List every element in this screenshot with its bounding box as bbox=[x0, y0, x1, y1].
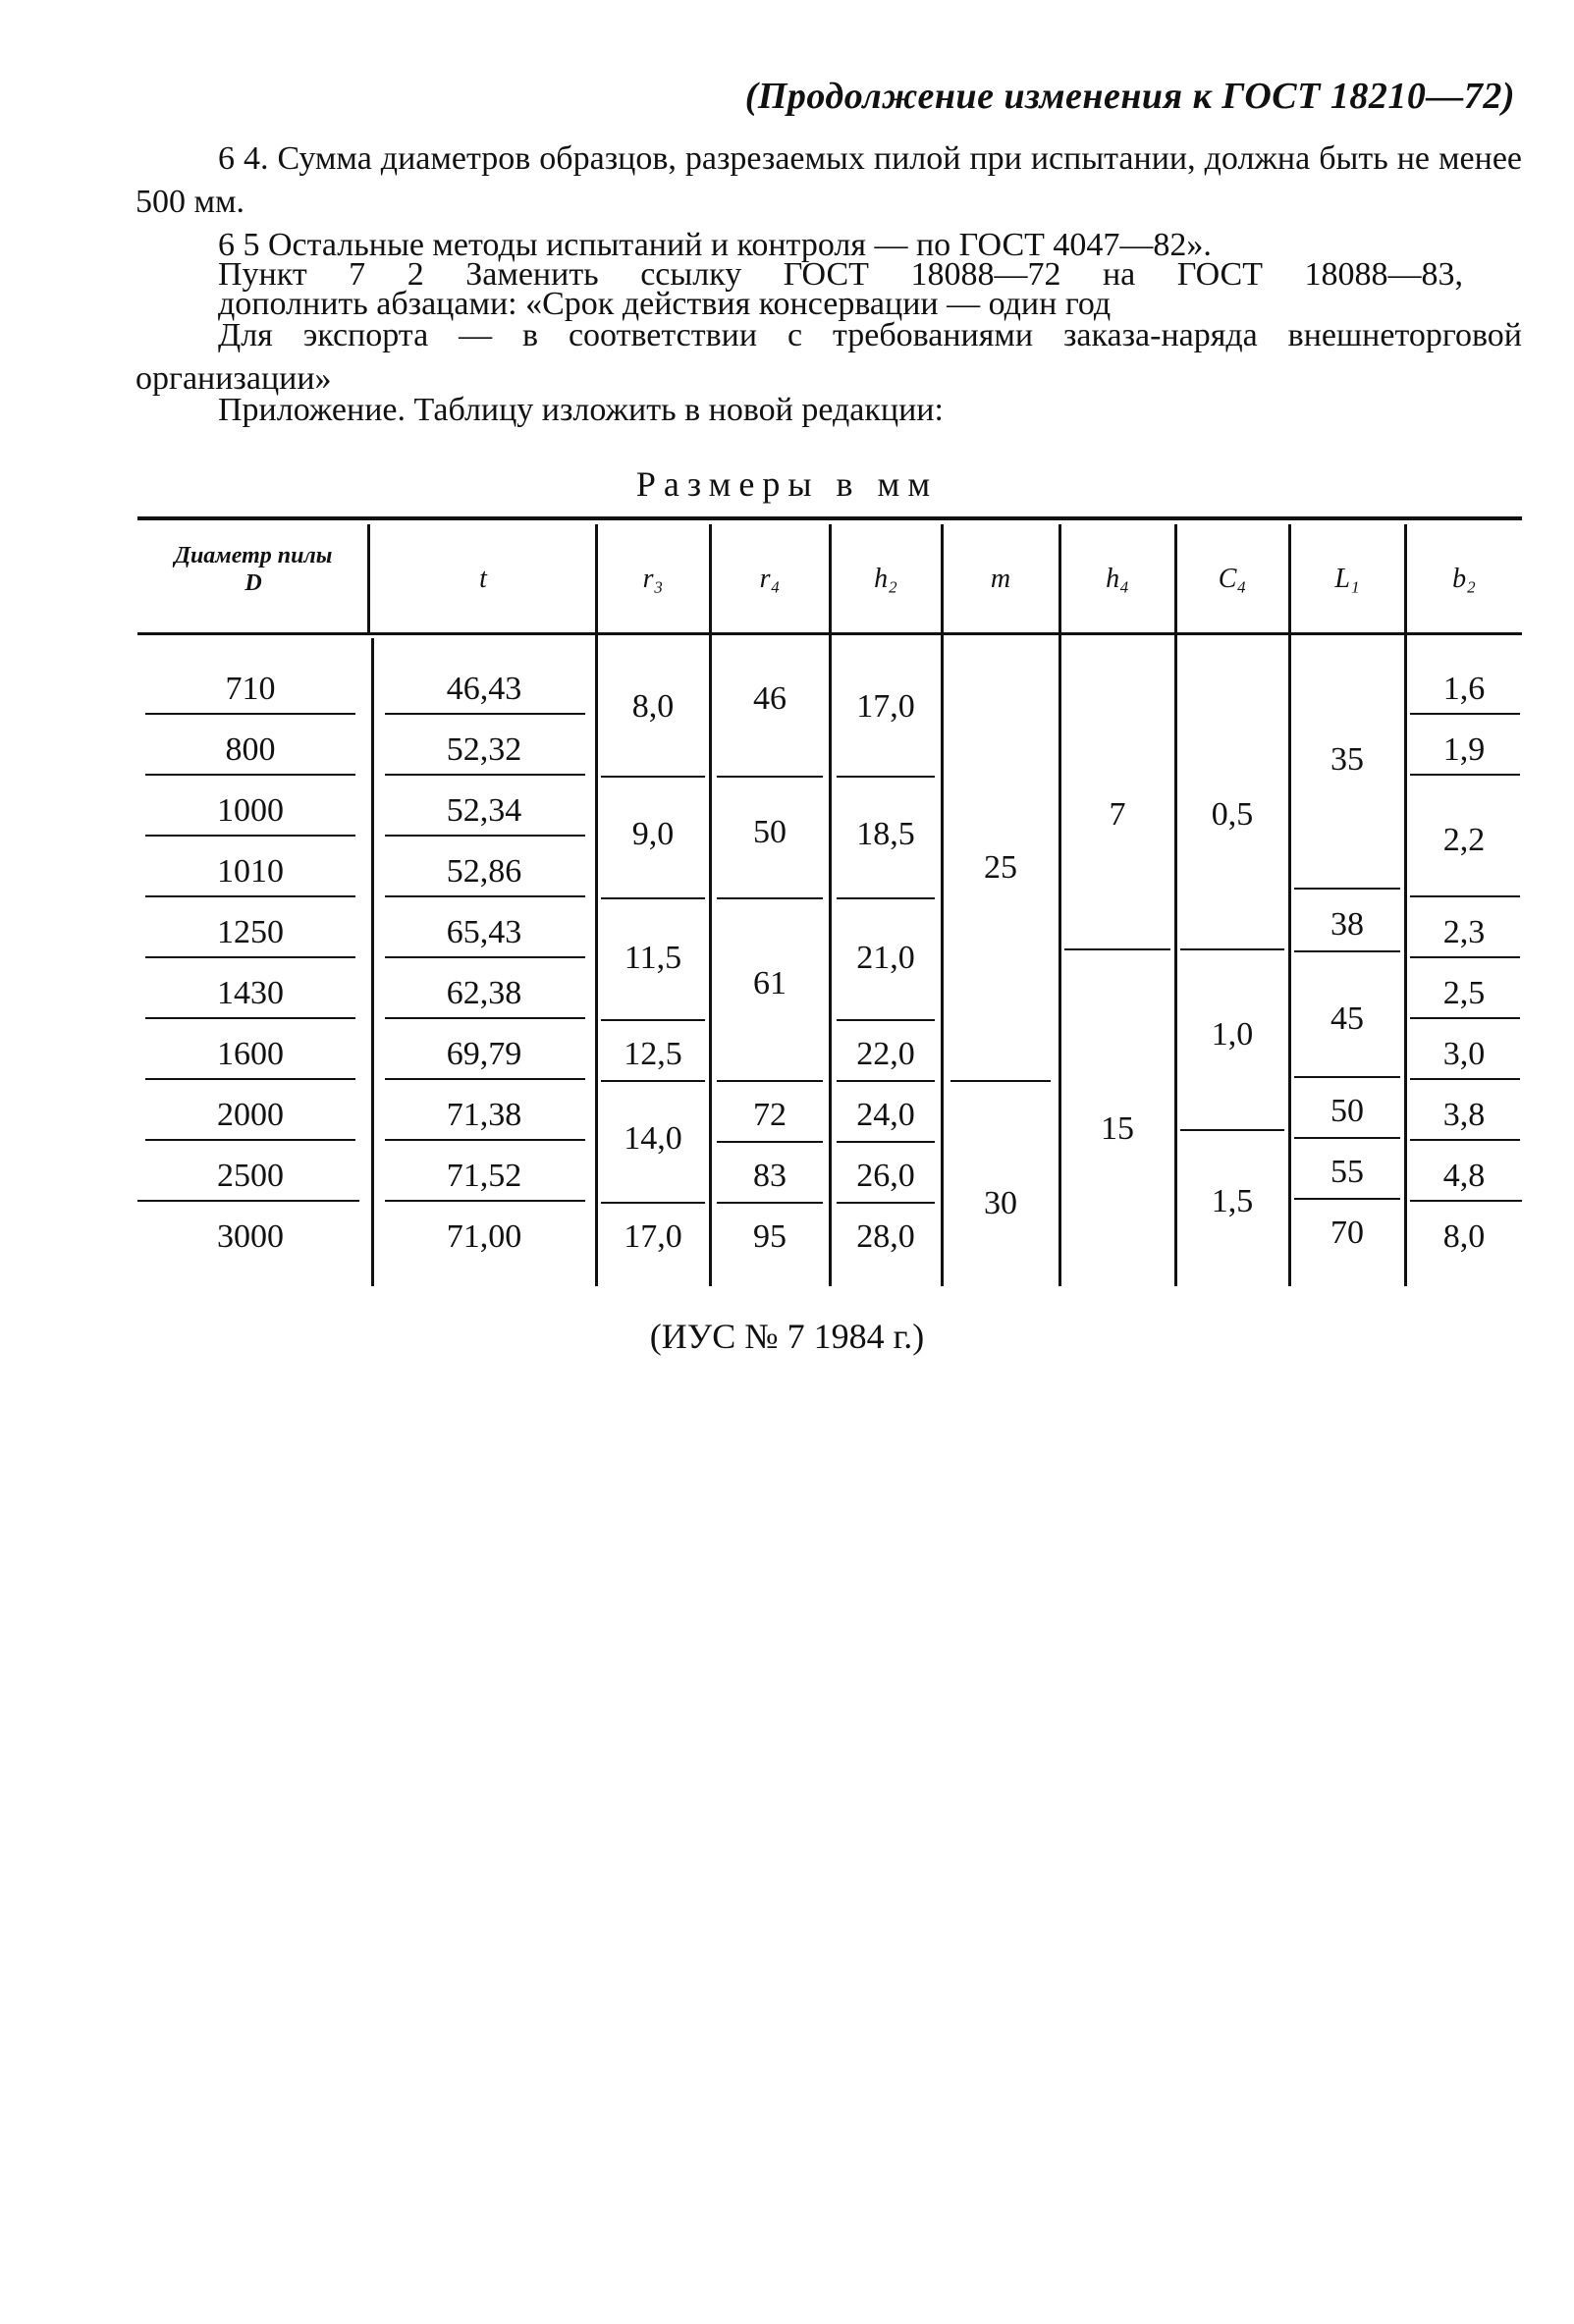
col-divider bbox=[371, 638, 374, 1286]
cell-r3: 17,0 bbox=[624, 1218, 682, 1255]
cell-r4: 95 bbox=[753, 1218, 787, 1255]
row-rule bbox=[145, 835, 355, 837]
col-divider bbox=[1174, 524, 1177, 1286]
cell-t: 65,43 bbox=[446, 914, 522, 950]
cell-L1: 50 bbox=[1330, 1093, 1364, 1129]
cell-b2: 2,3 bbox=[1442, 914, 1486, 950]
cell-t: 52,86 bbox=[446, 853, 522, 890]
row-rule bbox=[1410, 895, 1520, 897]
cell-h2: 24,0 bbox=[856, 1097, 915, 1133]
cell-r3: 12,5 bbox=[624, 1036, 682, 1072]
cell-t: 52,34 bbox=[446, 792, 522, 829]
cell-m: 25 bbox=[984, 849, 1017, 886]
row-rule bbox=[145, 774, 355, 776]
cell-r4: 61 bbox=[753, 965, 787, 1001]
cell-L1: 70 bbox=[1330, 1215, 1364, 1251]
col-divider bbox=[595, 524, 598, 1286]
row-rule bbox=[1410, 1139, 1520, 1141]
cell-L1: 45 bbox=[1330, 1000, 1364, 1037]
row-rule bbox=[1294, 1076, 1400, 1078]
row-rule bbox=[717, 1080, 823, 1082]
cell-r4: 50 bbox=[753, 814, 787, 850]
row-rule bbox=[385, 1200, 585, 1202]
cell-h2: 22,0 bbox=[856, 1036, 915, 1072]
row-rule bbox=[1410, 1078, 1520, 1080]
cell-t: 46,43 bbox=[446, 671, 522, 707]
cell-b2: 3,8 bbox=[1442, 1097, 1486, 1133]
cell-C4: 0,5 bbox=[1211, 796, 1254, 833]
cell-h2: 28,0 bbox=[856, 1218, 915, 1255]
cell-b2: 8,0 bbox=[1442, 1218, 1486, 1255]
cell-D: 1010 bbox=[217, 853, 284, 890]
row-rule bbox=[145, 956, 355, 958]
row-rule bbox=[717, 1202, 823, 1204]
row-rule bbox=[1410, 956, 1520, 958]
cell-C4: 1,5 bbox=[1211, 1183, 1254, 1219]
cell-r3: 8,0 bbox=[631, 688, 675, 725]
cell-D: 1600 bbox=[217, 1036, 284, 1072]
cell-D: 800 bbox=[225, 731, 276, 768]
col-divider bbox=[829, 524, 832, 1286]
row-rule bbox=[385, 1078, 585, 1080]
row-rule bbox=[137, 1200, 359, 1202]
col-divider bbox=[941, 524, 944, 1286]
row-rule bbox=[837, 1080, 935, 1082]
row-rule bbox=[601, 1202, 705, 1204]
cell-h4: 7 bbox=[1109, 796, 1126, 833]
ius-footer: (ИУС № 7 1984 г.) bbox=[649, 1317, 925, 1356]
table-top-rule bbox=[137, 516, 1522, 520]
row-rule bbox=[385, 713, 585, 715]
row-rule bbox=[145, 1078, 355, 1080]
cell-b2: 4,8 bbox=[1442, 1158, 1486, 1194]
row-rule bbox=[145, 895, 355, 897]
cell-D: 2500 bbox=[217, 1158, 284, 1194]
cell-b2: 2,2 bbox=[1442, 822, 1486, 858]
row-rule bbox=[601, 897, 705, 899]
cell-r4: 72 bbox=[753, 1097, 787, 1133]
table-units-caption: Размеры в мм bbox=[635, 464, 939, 504]
paragraph-6-5: 6 5 Остальные методы испытаний и контроля — по ГОСТ 4047—82». bbox=[218, 227, 1212, 263]
cell-L1: 55 bbox=[1330, 1154, 1364, 1190]
row-rule bbox=[837, 1202, 935, 1204]
cell-m: 30 bbox=[984, 1185, 1017, 1221]
row-rule bbox=[385, 956, 585, 958]
row-rule bbox=[385, 835, 585, 837]
cell-r4: 46 bbox=[753, 680, 787, 717]
row-rule bbox=[837, 776, 935, 778]
row-rule bbox=[1294, 1198, 1400, 1200]
row-rule bbox=[145, 1017, 355, 1019]
cell-r3: 9,0 bbox=[631, 816, 675, 852]
cell-t: 62,38 bbox=[446, 975, 522, 1011]
row-rule bbox=[1294, 1137, 1400, 1139]
cell-b2: 2,5 bbox=[1442, 975, 1486, 1011]
header-h4: h₄ bbox=[1106, 564, 1129, 594]
row-rule bbox=[385, 895, 585, 897]
row-rule bbox=[1410, 1017, 1520, 1019]
header-col-divider bbox=[367, 524, 370, 632]
paragraph-item-7-2: Пункт 7 2 Заменить ссылку ГОСТ 18088—72 на ГОСТ 18088—83, bbox=[218, 256, 1463, 293]
row-rule bbox=[385, 1017, 585, 1019]
cell-D: 1250 bbox=[217, 914, 284, 950]
cell-D: 1000 bbox=[217, 792, 284, 829]
row-rule bbox=[1180, 1129, 1284, 1131]
header-h2: h₂ bbox=[874, 564, 897, 594]
cell-t: 69,79 bbox=[446, 1036, 522, 1072]
col-divider bbox=[1058, 524, 1061, 1286]
cell-h2: 17,0 bbox=[856, 688, 915, 725]
row-rule bbox=[1410, 1200, 1522, 1202]
cell-r4: 83 bbox=[753, 1158, 787, 1194]
col-divider bbox=[1404, 524, 1407, 1286]
cell-b2: 3,0 bbox=[1442, 1036, 1486, 1072]
cell-b2: 1,6 bbox=[1442, 671, 1486, 707]
continuation-header: (Продолжение изменения к ГОСТ 18210—72) bbox=[744, 76, 1515, 117]
row-rule bbox=[1410, 774, 1520, 776]
cell-L1: 38 bbox=[1330, 906, 1364, 943]
header-t: t bbox=[479, 564, 487, 594]
row-rule bbox=[601, 776, 705, 778]
row-rule bbox=[950, 1080, 1051, 1082]
row-rule bbox=[1180, 948, 1284, 950]
cell-h2: 18,5 bbox=[856, 816, 915, 852]
paragraph-supplement: дополнить абзацами: «Срок действия консервации — один год bbox=[218, 286, 1112, 322]
header-m: m bbox=[990, 564, 1011, 594]
col-divider bbox=[1288, 524, 1291, 1286]
row-rule bbox=[385, 1139, 585, 1141]
row-rule bbox=[601, 1019, 705, 1021]
row-rule bbox=[837, 1141, 935, 1143]
row-rule bbox=[717, 897, 823, 899]
cell-C4: 1,0 bbox=[1211, 1016, 1254, 1053]
col-divider bbox=[709, 524, 712, 1286]
cell-D: 1430 bbox=[217, 975, 284, 1011]
cell-h2: 26,0 bbox=[856, 1158, 915, 1194]
row-rule bbox=[1294, 888, 1400, 890]
cell-r3: 11,5 bbox=[624, 940, 682, 976]
cell-t: 71,38 bbox=[446, 1097, 522, 1133]
header-L1: L₁ bbox=[1334, 564, 1360, 594]
row-rule bbox=[717, 776, 823, 778]
row-rule bbox=[717, 1141, 823, 1143]
cell-h4: 15 bbox=[1101, 1110, 1134, 1147]
paragraph-export: Для экспорта — в соответствии с требованиями заказа-наряда внешнеторговой организации» bbox=[136, 317, 1522, 397]
cell-t: 71,52 bbox=[446, 1158, 522, 1194]
paragraph-6-4: 6 4. Сумма диаметров образцов, разрезаемых пилой при испытании, должна быть не менее 500 мм. bbox=[136, 140, 1522, 220]
row-rule bbox=[601, 1080, 705, 1082]
row-rule bbox=[837, 1019, 935, 1021]
cell-b2: 1,9 bbox=[1442, 731, 1486, 768]
row-rule bbox=[145, 1139, 355, 1141]
cell-r3: 14,0 bbox=[624, 1120, 682, 1157]
cell-D: 710 bbox=[225, 671, 276, 707]
cell-t: 52,32 bbox=[446, 731, 522, 768]
cell-L1: 35 bbox=[1330, 741, 1364, 778]
row-rule bbox=[145, 713, 355, 715]
row-rule bbox=[1410, 713, 1520, 715]
header-C4: C₄ bbox=[1218, 564, 1247, 594]
row-rule bbox=[837, 897, 935, 899]
cell-h2: 21,0 bbox=[856, 940, 915, 976]
header-r4: r₄ bbox=[759, 564, 781, 594]
row-rule bbox=[1294, 950, 1400, 952]
header-r3: r₃ bbox=[642, 564, 664, 594]
paragraph-appendix: Приложение. Таблицу изложить в новой редакции: bbox=[218, 392, 944, 428]
cell-t: 71,00 bbox=[446, 1218, 522, 1255]
cell-D: 3000 bbox=[217, 1218, 284, 1255]
row-rule bbox=[1064, 948, 1170, 950]
cell-D: 2000 bbox=[217, 1097, 284, 1133]
row-rule bbox=[385, 774, 585, 776]
header-b2: b₂ bbox=[1452, 564, 1476, 594]
header-diameter: Диаметр пилы D bbox=[174, 543, 333, 596]
